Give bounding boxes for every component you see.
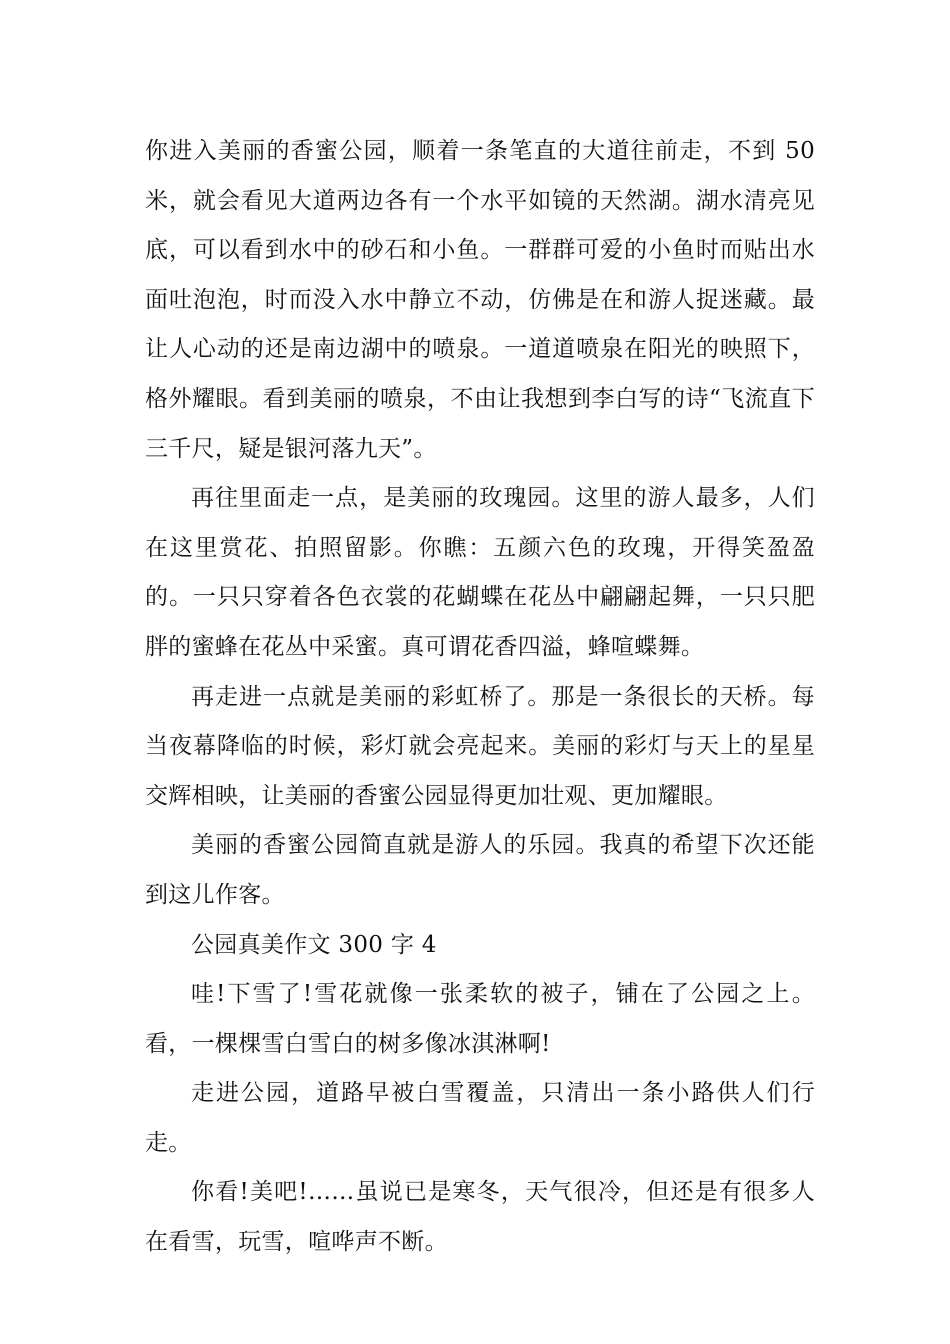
paragraph-snow-path: 走进公园，道路早被白雪覆盖，只清出一条小路供人们行走。 [145, 1080, 815, 1156]
paragraph-rose-garden: 再往里面走一点，是美丽的玫瑰园。这里的游人最多，人们在这里赏花、拍照留影。你瞧：五颜六色的玫瑰，开得笑盈盈的。一只只穿着各色衣裳的花蝴蝶在花丛中翩翩起舞，一只只肥胖的蜜蜂在花丛中采蜜。真可谓花香四溢，蜂喧蝶舞。 [145, 485, 815, 660]
paragraph-snow: 哇!下雪了!雪花就像一张柔软的被子，铺在了公园之上。看，一棵棵雪白雪白的树多像冰淇淋啊! [145, 981, 815, 1057]
paragraph-paradise: 美丽的香蜜公园简直就是游人的乐园。我真的希望下次还能到这儿作客。 [145, 832, 815, 908]
document-body [145, 127, 815, 1268]
paragraph-rainbow-bridge: 再走进一点就是美丽的彩虹桥了。那是一条很长的天桥。每当夜幕降临的时候，彩灯就会亮起来。美丽的彩灯与天上的星星交辉相映，让美丽的香蜜公园显得更加壮观、更加耀眼。 [145, 683, 815, 809]
paragraph-fountain: 你进入美丽的香蜜公园，顺着一条笔直的大道往前走，不到 50 米，就会看见大道两边各有一个水平如镜的天然湖。湖水清亮见底，可以看到水中的砂石和小鱼。一群群可爱的小鱼时而贴出水面吐泡泡，时而没入水中静立不动，仿佛是在和游人捉迷藏。最让人心动的还是南边湖中的喷泉。一道道喷泉在阳光的映照下，格外耀眼。看到美丽的喷泉，不由让我想到李白写的诗“飞流直下三千尺，疑是银河落九天”。 [145, 138, 815, 462]
section-heading: 公园真美作文 300 字 4 [191, 931, 437, 958]
paragraph-winter-crowd: 你看!美吧!……虽说已是寒冬，天气很冷，但还是有很多人在看雪，玩雪，喧哗声不断。 [145, 1179, 815, 1256]
